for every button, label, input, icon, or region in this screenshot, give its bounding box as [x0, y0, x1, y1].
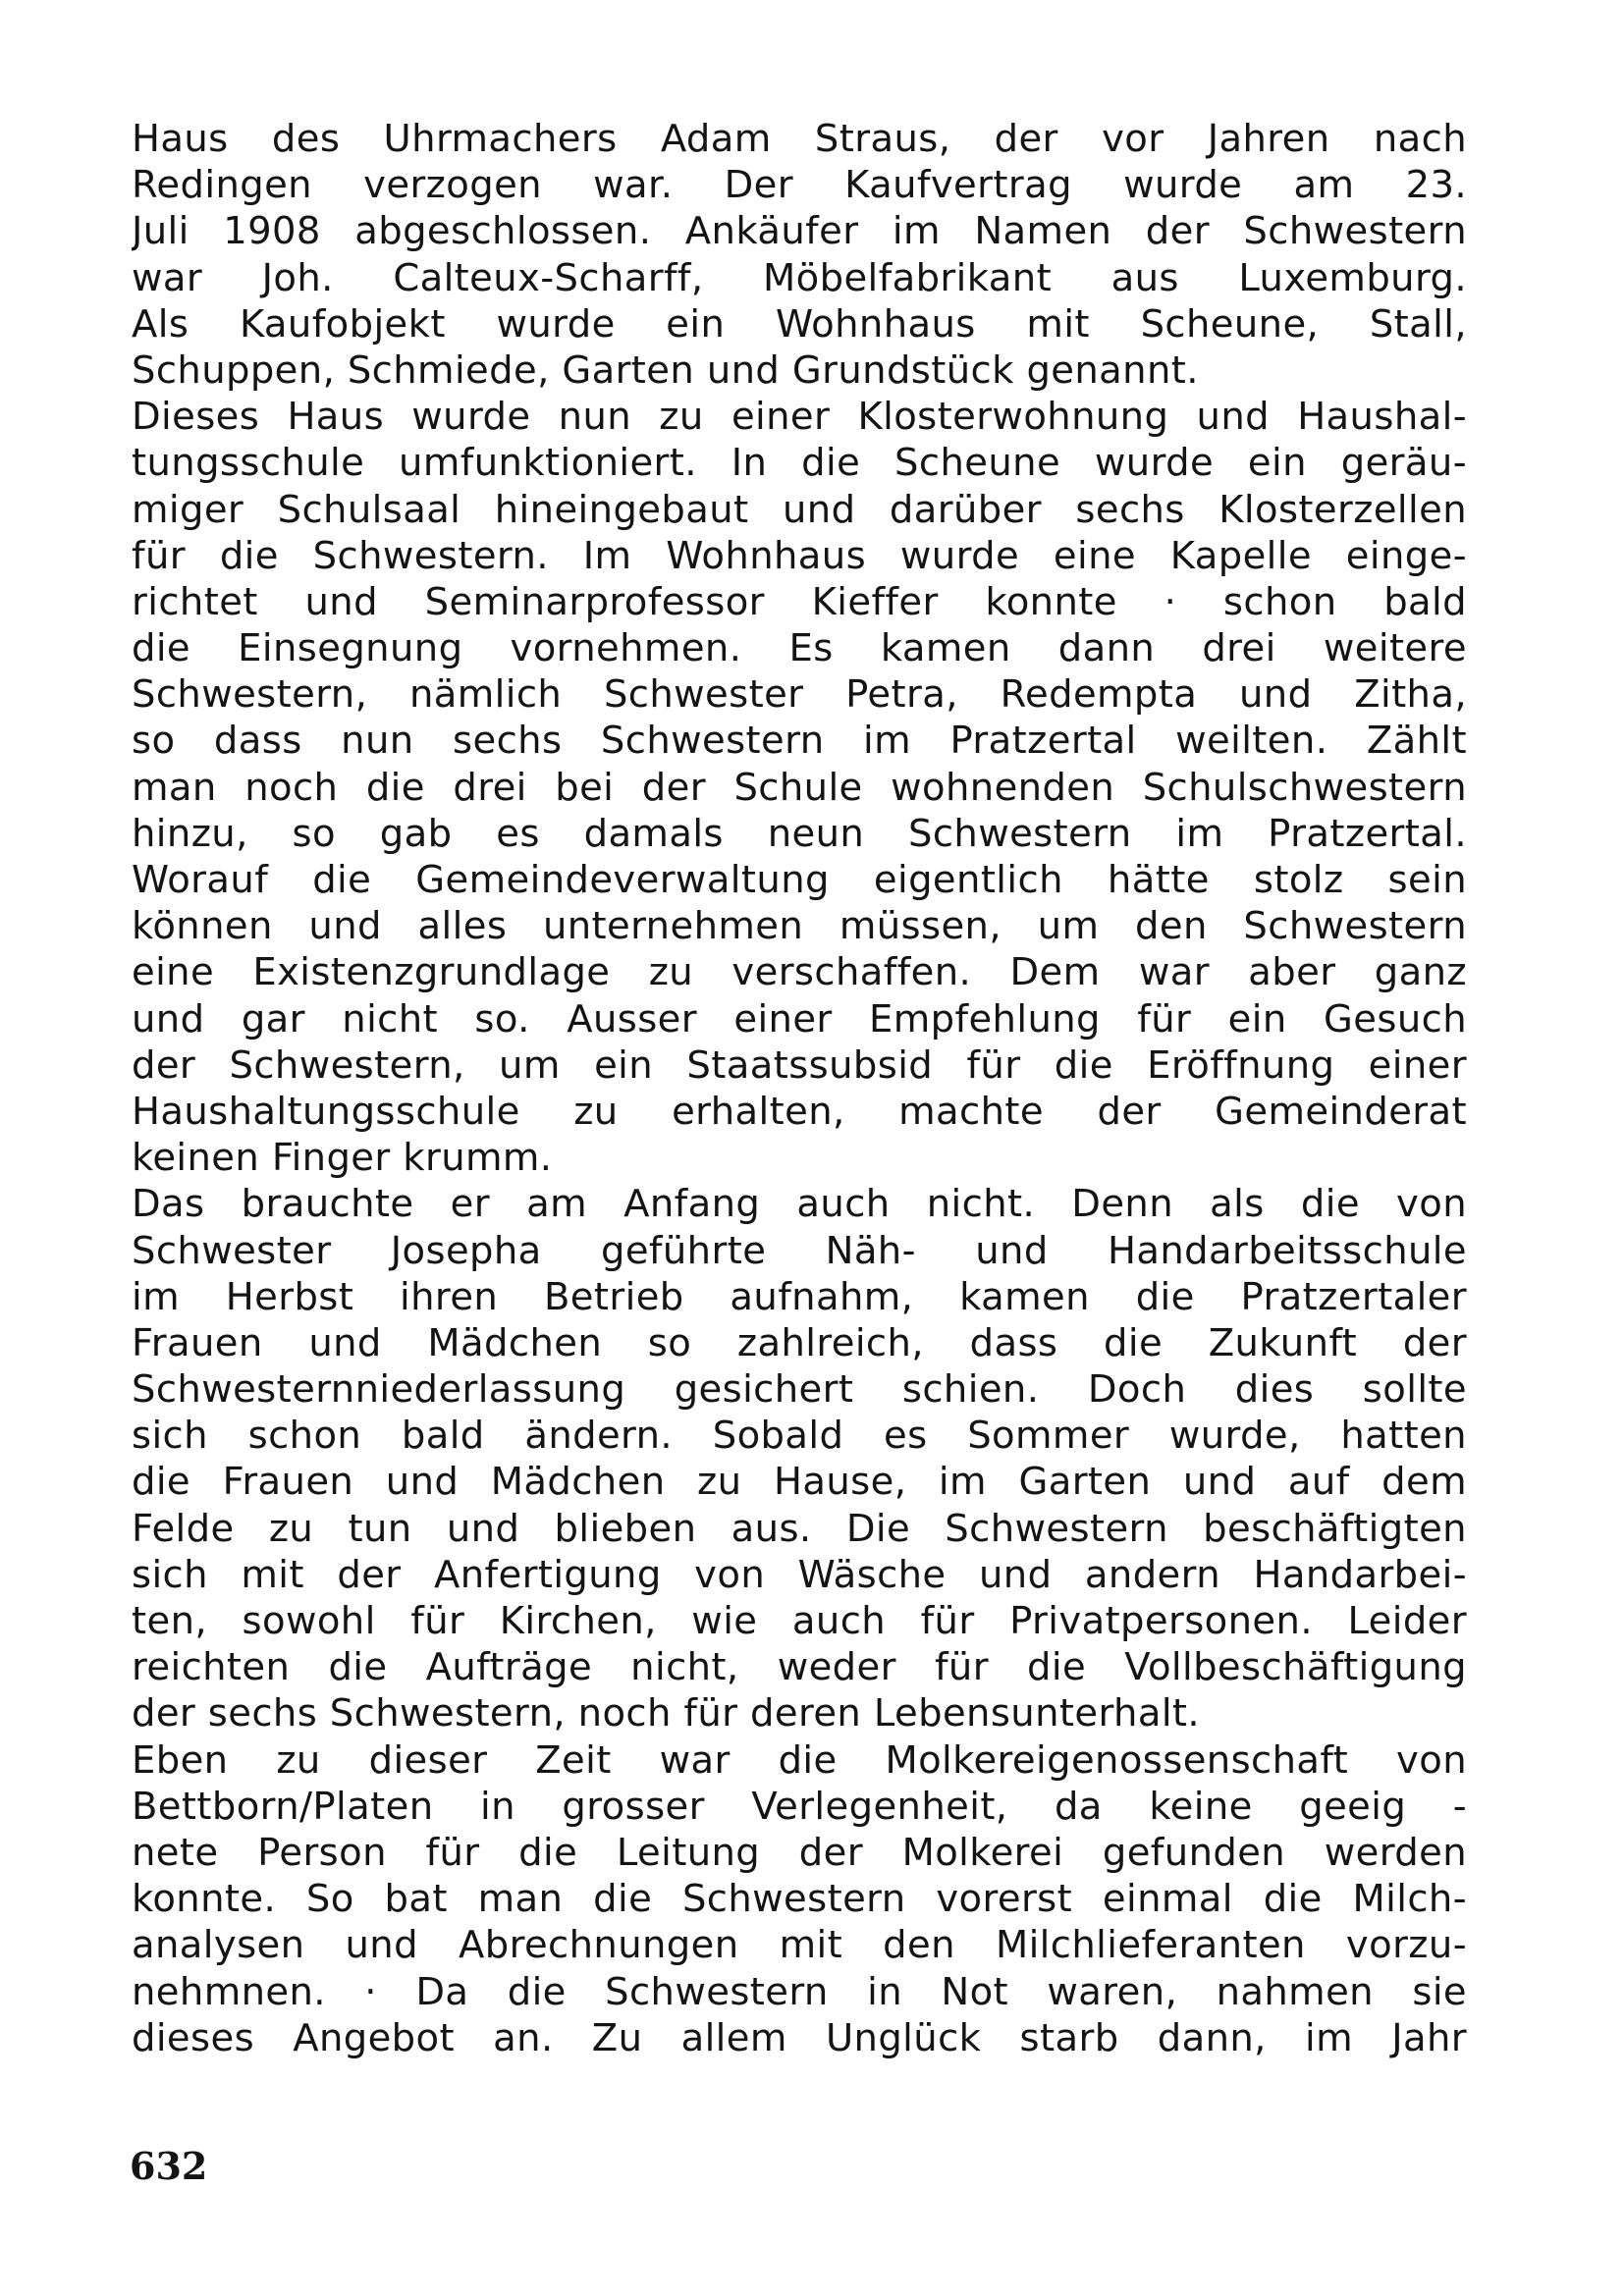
text-line: hinzu, so gab es damals neun Schwestern im Pratzertal.: [132, 811, 1467, 856]
text-line: analysen und Abrechnungen mit den Milchlieferanten vorzu-: [132, 1923, 1467, 1968]
text-line: Redingen verzogen war. Der Kaufvertrag wurde am 23.: [132, 163, 1467, 208]
text-line: für die Schwestern. Im Wohnhaus wurde eine Kapelle einge-: [132, 533, 1467, 578]
text-line: Schwestern, nämlich Schwester Petra, Redempta und Zitha,: [132, 672, 1467, 718]
text-line: Schwester Josepha geführte Näh- und Handarbeitsschule: [132, 1228, 1467, 1273]
text-line: Das brauchte er am Anfang auch nicht. Denn als die von: [132, 1182, 1467, 1227]
text-line: miger Schulsaal hineingebaut und darüber sechs Klosterzellen: [132, 487, 1467, 532]
text-line: Als Kaufobjekt wurde ein Wohnhaus mit Scheune, Stall,: [132, 301, 1467, 347]
text-line: dieses Angebot an. Zu allem Unglück starb dann, im Jahr: [132, 2015, 1467, 2060]
text-line: Eben zu dieser Zeit war die Molkereigenossenschaft von: [132, 1737, 1467, 1783]
text-line: eine Existenzgrundlage zu verschaffen. Dem war aber ganz: [132, 950, 1467, 995]
text-line: war Joh. Calteux-Scharff, Möbelfabrikant aus Luxemburg.: [132, 255, 1467, 300]
text-line: tungsschule umfunktioniert. In die Scheune wurde ein geräu-: [132, 441, 1467, 486]
text-line: die Frauen und Mädchen zu Hause, im Garten und auf dem: [132, 1460, 1467, 1505]
paragraph: [132, 394, 1467, 1181]
text-line: Dieses Haus wurde nun zu einer Klosterwohnung und Haushal-: [132, 395, 1467, 440]
text-line: man noch die drei bei der Schule wohnenden Schulschwestern: [132, 765, 1467, 810]
text-line: Juli 1908 abgeschlossen. Ankäufer im Namen der Schwestern: [132, 209, 1467, 254]
text-line: Schwesternniederlassung gesichert schien. Doch dies sollte: [132, 1367, 1467, 1413]
text-line: der sechs Schwestern, noch für deren Lebensunterhalt.: [132, 1691, 1201, 1736]
text-line: im Herbst ihren Betrieb aufnahm, kamen die Pratzertaler: [132, 1274, 1467, 1319]
text-line: nehmnen. · Da die Schwestern in Not waren, nahmen sie: [132, 1969, 1467, 2014]
text-line: sich mit der Anfertigung von Wäsche und andern Handarbei-: [132, 1552, 1467, 1597]
text-line: reichten die Aufträge nicht, weder für die Vollbeschäftigung: [132, 1645, 1467, 1690]
text-line: und gar nicht so. Ausser einer Empfehlung für ein Gesuch: [132, 996, 1467, 1041]
text-line: ten, sowohl für Kirchen, wie auch für Privatpersonen. Leider: [132, 1599, 1467, 1643]
text-line: Schuppen, Schmiede, Garten und Grundstück genannt.: [132, 347, 1199, 393]
text-line: sich schon bald ändern. Sobald es Sommer wurde, hatten: [132, 1414, 1467, 1459]
text-line: Bettborn/Platen in grosser Verlegenheit, da keine geeig -: [132, 1784, 1467, 1829]
text-line: können und alles unternehmen müssen, um den Schwestern: [132, 904, 1467, 949]
text-line: Felde zu tun und blieben aus. Die Schwestern beschäftigten: [132, 1506, 1467, 1551]
page-number: 632: [130, 2144, 208, 2188]
text-line: keinen Finger krumm.: [132, 1136, 553, 1181]
paragraph: [132, 1181, 1467, 1736]
paragraph: [132, 116, 1467, 394]
text-line: so dass nun sechs Schwestern im Pratzertal weilten. Zählt: [132, 719, 1467, 764]
text-line: konnte. So bat man die Schwestern vorerst einmal die Milch-: [132, 1877, 1467, 1922]
text-line: Frauen und Mädchen so zahlreich, dass die Zukunft der: [132, 1320, 1467, 1365]
paragraph: [132, 1737, 1467, 2061]
body-text: [132, 116, 1467, 2061]
text-line: Haushaltungsschule zu erhalten, machte der Gemeinderat: [132, 1089, 1467, 1134]
text-line: Haus des Uhrmachers Adam Straus, der vor Jahren nach: [132, 117, 1467, 161]
text-line: richtet und Seminarprofessor Kieffer konnte · schon bald: [132, 579, 1467, 624]
text-line: Worauf die Gemeindeverwaltung eigentlich hätte stolz sein: [132, 858, 1467, 902]
text-line: der Schwestern, um ein Staatssubsid für die Eröffnung einer: [132, 1042, 1467, 1088]
text-line: die Einsegnung vornehmen. Es kamen dann drei weitere: [132, 626, 1467, 671]
text-line: nete Person für die Leitung der Molkerei gefunden werden: [132, 1830, 1467, 1875]
